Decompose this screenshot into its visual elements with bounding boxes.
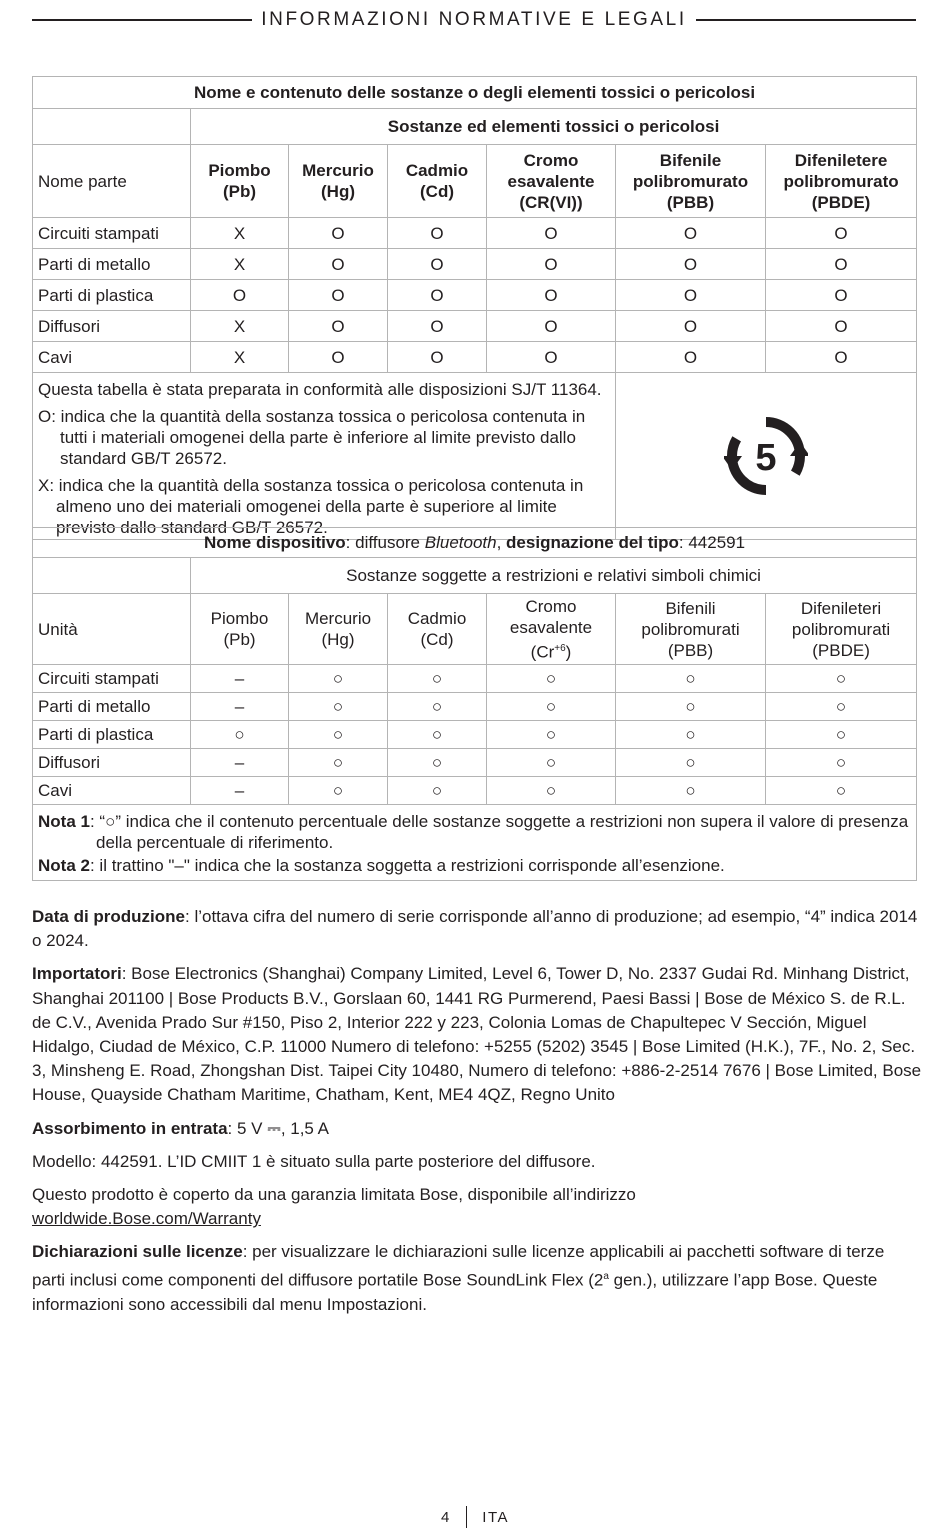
cell: ○ [388,777,487,805]
cell: ○ [487,693,616,721]
cell: ○ [191,721,289,749]
row-label: Cavi [33,342,191,373]
table-row [33,749,917,777]
page-footer [0,1506,950,1528]
cell: O [766,249,917,280]
cell: – [191,693,289,721]
table2-col-header: Piombo (Pb) [191,594,289,665]
cell: X [191,218,289,249]
cell: ○ [388,665,487,693]
cell: ○ [616,777,766,805]
cell: ○ [766,665,917,693]
table1-column-headers [33,145,917,218]
toxic-substances-table [32,76,917,540]
cell: ○ [487,665,616,693]
cell: O [616,311,766,342]
cell: ○ [289,721,388,749]
cell: O [616,280,766,311]
row-label: Parti di plastica [33,280,191,311]
table2-col-header: Bifenili polibromurati (PBB) [616,594,766,665]
cell: O [616,218,766,249]
cell: O [388,311,487,342]
table2-col-header: Mercurio (Hg) [289,594,388,665]
warranty-link[interactable]: worldwide.Bose.com/Warranty [32,1209,261,1229]
table1-col-header: Difeniletere polibromurato (PBDE) [766,145,917,218]
table2-column-headers [33,594,917,665]
table1-col-header: Cadmio (Cd) [388,145,487,218]
table2-empty-cell [33,558,191,594]
cell: ○ [487,749,616,777]
cell: ○ [289,665,388,693]
table1-group-header: Sostanze ed elementi tossici o pericolosi [191,109,917,145]
cell: O [487,249,616,280]
cell: O [388,218,487,249]
cell: X [191,342,289,373]
row-label: Circuiti stampati [33,218,191,249]
epup-5-years-icon [724,417,808,495]
row-label: Diffusori [33,311,191,342]
cell: ○ [487,777,616,805]
cell: O [289,342,388,373]
table1-empty-cell [33,109,191,145]
header-rule-right [696,19,916,21]
row-label: Parti di plastica [33,721,191,749]
table2-col-header: Difenileteri polibromurati (PBDE) [766,594,917,665]
environment-logo-cell [616,373,917,540]
page-number: 4 [440,1508,451,1526]
cell: ○ [289,693,388,721]
restricted-substances-table [32,527,917,881]
table-row [33,249,917,280]
row-label: Circuiti stampati [33,665,191,693]
cell: ○ [388,693,487,721]
row-label: Parti di metallo [33,693,191,721]
importers-paragraph: Importatori: Bose Electronics (Shanghai) Company Limited, Level 6, Tower D, No. 2337 Gudai Rd. Minhang District, Shanghai 201100 | Bose Products B.V., Gorslaan 60, 1441 RG Purmerend, Paesi Bassi | Bose de México S. de R.L. de C.V., Avenida Prado Sur #150, Piso 2, Interior 222 y 223, Colonia Lomas de Chapultepec V Sección, Miguel Hidalgo, Ciudad de México, C.P. 11000 Numero di telefono: +5255 (5202) 3545 | Bose Limited (H.K.), 7F., No. 2, Sec. 3, Minsheng E. Road, Zhongshan Dist. Taipei City 10480, Numero di telefono: +886-2-2514 7676 | Bose Limited, Bose House, Quayside Chatham Maritime, Chatham, Kent, ME4 4QZ, Regno Unito [32,964,922,1105]
table1-part-header: Nome parte [33,145,191,218]
page-header [32,8,916,32]
table2-notes [33,805,917,881]
language-code: ITA [482,1508,510,1526]
header-rule-left [32,19,252,21]
cell: O [766,311,917,342]
cell: ○ [766,777,917,805]
logo-number: 5 [755,437,777,479]
row-label: Parti di metallo [33,249,191,280]
table2-col-header: Cromo esavalente $(Cr^{+6})$ [487,594,616,665]
row-label: Diffusori [33,749,191,777]
cell: ○ [616,749,766,777]
table-row [33,342,917,373]
table-row [33,777,917,805]
legal-body [32,905,922,1326]
note-prepared: Questa tabella è stata preparata in conformità alle disposizioni SJ/T 11364. [38,380,602,399]
cell: O [766,342,917,373]
cell: ○ [766,693,917,721]
cell: – [191,665,289,693]
table-row [33,665,917,693]
cell: ○ [487,721,616,749]
licenses-paragraph: Dichiarazioni sulle licenze: per visualizzare le dichiarazioni sulle licenze applicabili ai pacchetti software di terze parti inclusi come componenti del diffusore portatile Bose SoundLink Flex (2$^a$ gen.), utilizzare l’app Bose. Queste informazioni sono accessibili dal menu Impostazioni. [32,1242,885,1314]
cell: O [388,280,487,311]
table1-col-header: Piombo (Pb) [191,145,289,218]
cell: O [487,311,616,342]
cell: ○ [616,665,766,693]
cell: ○ [388,749,487,777]
cell: O [487,342,616,373]
cell: X [191,311,289,342]
cell: X [191,249,289,280]
note-x: X: indica che la quantità della sostanza tossica o pericolosa contenuta in almeno uno dei materiali omogenei della parte è superiore al limite previsto dallo standard GB/T 26572. [38,476,584,537]
cell: – [191,777,289,805]
note-1: Nota 1: “○” indica che il contenuto percentuale delle sostanze soggette a restrizioni non supera il valore di presenza della percentuale di riferimento. [38,812,909,852]
cell: O [289,249,388,280]
cell: ○ [766,749,917,777]
footer-divider [466,1506,468,1528]
cell: ○ [388,721,487,749]
cell: O [289,280,388,311]
model-paragraph: Modello: 442591. L’ID CMIIT 1 è situato sulla parte posteriore del diffusore. [32,1151,596,1171]
cell: – [191,749,289,777]
cell: O [191,280,289,311]
cell: O [388,249,487,280]
table-row [33,280,917,311]
table1-notes [33,373,616,540]
cell: O [487,218,616,249]
cell: ○ [616,721,766,749]
cell: ○ [616,693,766,721]
page-title: INFORMAZIONI NORMATIVE E LEGALI [261,9,687,30]
table2-group-header: Sostanze soggette a restrizioni e relativi simboli chimici [191,558,917,594]
note-2: Nota 2: il trattino "–" indica che la sostanza soggetta a restrizioni corrisponde all’esenzione. [38,856,725,875]
cell: ○ [766,721,917,749]
cell: O [289,218,388,249]
cell: ○ [289,749,388,777]
input-rating-paragraph: Assorbimento in entrata: 5 V ⎓, 1,5 A [32,1118,330,1138]
table1-col-header: Cromo esavalente (CR(VI)) [487,145,616,218]
cell: O [766,280,917,311]
cell: O [616,342,766,373]
cell: O [616,249,766,280]
table1-col-header: Bifenile polibromurato (PBB) [616,145,766,218]
cell: O [388,342,487,373]
warranty-paragraph: Questo prodotto è coperto da una garanzia limitata Bose, disponibile all’indirizzo worldwide.Bose.com/Warranty [32,1185,636,1229]
table1-col-header: Mercurio (Hg) [289,145,388,218]
table-row [33,721,917,749]
table1-title: Nome e contenuto delle sostanze o degli elementi tossici o pericolosi [33,77,917,109]
note-o: O: indica che la quantità della sostanza tossica o pericolosa contenuta in tutti i materiali omogenei della parte è inferiore al limite previsto dallo standard GB/T 26572. [38,407,586,468]
dc-symbol-icon: ⎓ [267,1118,281,1138]
table-row [33,218,917,249]
table2-col-header: Cadmio (Cd) [388,594,487,665]
row-label: Cavi [33,777,191,805]
table-row [33,693,917,721]
cell: O [289,311,388,342]
table-row [33,311,917,342]
device-designation: Nome dispositivo: diffusore Bluetooth, designazione del tipo: 442591 [33,528,917,558]
production-date-paragraph: Data di produzione: l’ottava cifra del numero di serie corrisponde all’anno di produzione; ad esempio, “4” indica 2014 o 2024. [32,907,918,951]
cell: O [487,280,616,311]
table2-unit-header: Unità [33,594,191,665]
cell: O [766,218,917,249]
cell: ○ [289,777,388,805]
